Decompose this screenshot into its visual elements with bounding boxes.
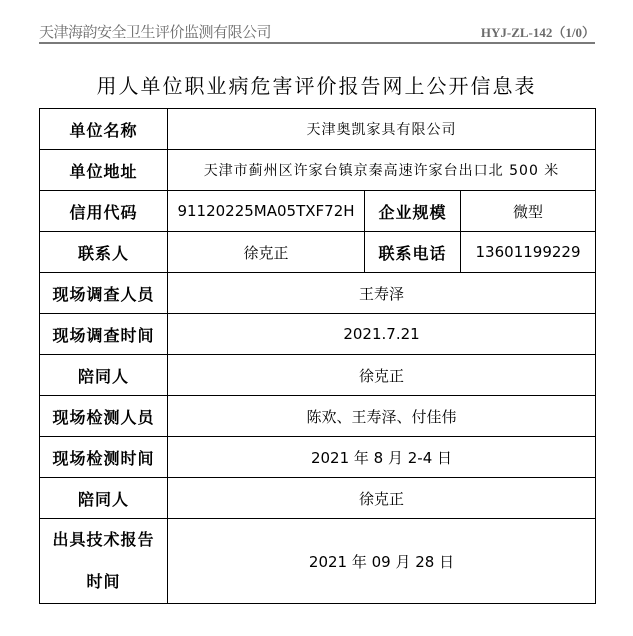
table-row-testing-staff xyxy=(40,396,596,437)
survey-escort-label: 陪同人 xyxy=(40,355,168,396)
unit-name-value: 天津奥凯家具有限公司 xyxy=(168,109,596,150)
unit-address-value: 天津市蓟州区许家台镇京秦高速许家台出口北 500 米 xyxy=(168,150,596,191)
report-time-label-line1: 出具技术报告 xyxy=(52,530,155,549)
testing-staff-label: 现场检测人员 xyxy=(40,396,168,437)
table-row-testing-time xyxy=(40,437,596,478)
contact-phone-value: 13601199229 xyxy=(461,232,596,273)
survey-staff-label: 现场调查人员 xyxy=(40,273,168,314)
credit-code-label: 信用代码 xyxy=(40,191,168,232)
report-time-label xyxy=(40,519,168,604)
table-row-survey-time xyxy=(40,314,596,355)
survey-time-label: 现场调查时间 xyxy=(40,314,168,355)
table-row-report-time xyxy=(40,519,596,604)
report-time-label-line2: 时间 xyxy=(86,572,121,591)
document-header xyxy=(39,22,595,44)
contact-phone-label: 联系电话 xyxy=(365,232,461,273)
table-row-testing-escort xyxy=(40,478,596,519)
survey-escort-value: 徐克正 xyxy=(168,355,596,396)
testing-staff-value: 陈欢、王寿泽、付佳伟 xyxy=(168,396,596,437)
credit-code-value: 91120225MA05TXF72H xyxy=(168,191,365,232)
report-time-value: 2021 年 09 月 28 日 xyxy=(168,519,596,604)
company-name: 天津海韵安全卫生评价监测有限公司 xyxy=(39,23,272,41)
table-row-survey-staff xyxy=(40,273,596,314)
info-table xyxy=(39,108,596,604)
unit-name-label: 单位名称 xyxy=(40,109,168,150)
testing-time-value: 2021 年 8 月 2-4 日 xyxy=(168,437,596,478)
document-title: 用人单位职业病危害评价报告网上公开信息表 xyxy=(96,74,537,98)
contact-person-label: 联系人 xyxy=(40,232,168,273)
table-row-contact xyxy=(40,232,596,273)
testing-escort-value: 徐克正 xyxy=(168,478,596,519)
document-code: HYJ-ZL-142（1/0） xyxy=(480,25,595,40)
enterprise-scale-label: 企业规模 xyxy=(365,191,461,232)
table-row-survey-escort xyxy=(40,355,596,396)
enterprise-scale-value: 微型 xyxy=(461,191,596,232)
survey-staff-value: 王寿泽 xyxy=(168,273,596,314)
table-row-unit-name xyxy=(40,109,596,150)
testing-time-label: 现场检测时间 xyxy=(40,437,168,478)
table-row-unit-address xyxy=(40,150,596,191)
testing-escort-label: 陪同人 xyxy=(40,478,168,519)
table-row-credit-code xyxy=(40,191,596,232)
unit-address-label: 单位地址 xyxy=(40,150,168,191)
survey-time-value: 2021.7.21 xyxy=(168,314,596,355)
contact-person-value: 徐克正 xyxy=(168,232,365,273)
